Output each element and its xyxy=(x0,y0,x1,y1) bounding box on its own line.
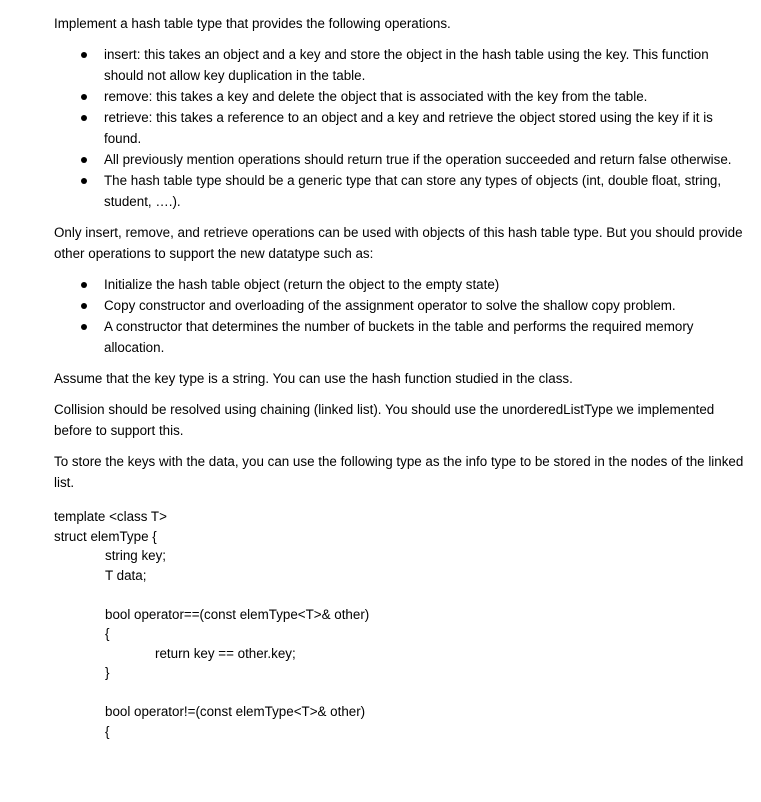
list-item: A constructor that determines the number of buckets in the table and performs the required memory allocation. xyxy=(54,316,744,358)
list-item: retrieve: this takes a reference to an object and a key and retrieve the object stored using the key if it is found. xyxy=(54,107,744,149)
code-line: { xyxy=(105,626,110,641)
intro-paragraph: Implement a hash table type that provides the following operations. xyxy=(54,16,451,31)
support-ops-list xyxy=(54,274,744,358)
list-item: remove: this takes a key and delete the object that is associated with the key from the table. xyxy=(54,86,744,107)
list-item: Copy constructor and overloading of the assignment operator to solve the shallow copy problem. xyxy=(54,295,744,316)
document-body xyxy=(54,13,744,741)
list-item: The hash table type should be a generic type that can store any types of objects (int, double float, string, student, ….). xyxy=(54,170,744,212)
code-line: T data; xyxy=(105,567,147,583)
code-line: } xyxy=(105,665,110,680)
code-line: bool operator==(const elemType<T>& other) xyxy=(105,606,370,622)
code-line: return key == other.key; xyxy=(155,645,296,661)
bullet-icon xyxy=(81,94,87,100)
store-paragraph: To store the keys with the data, you can use the following type as the info type to be stored in the nodes of the linked list. xyxy=(54,454,744,490)
bullet-icon xyxy=(81,115,87,121)
collision-paragraph: Collision should be resolved using chaining (linked list). You should use the unorderedListType we implemented before to support this. xyxy=(54,402,715,438)
code-line: struct elemType { xyxy=(54,528,157,544)
code-block xyxy=(54,507,744,741)
list-item: All previously mention operations should return true if the operation succeeded and return false otherwise. xyxy=(54,149,744,170)
only-ops-paragraph: Only insert, remove, and retrieve operations can be used with objects of this hash table type. But you should provide other operations to support the new datatype such as: xyxy=(54,225,743,261)
code-blank-line xyxy=(54,683,744,703)
bullet-icon xyxy=(81,157,87,163)
bullet-icon xyxy=(81,52,87,58)
operations-list xyxy=(54,44,744,212)
bullet-icon xyxy=(81,324,87,330)
code-line: string key; xyxy=(105,548,167,563)
code-line: bool operator!=(const elemType<T>& other) xyxy=(105,704,366,719)
bullet-icon xyxy=(81,303,87,309)
code-blank-line xyxy=(54,585,744,605)
list-item: Initialize the hash table object (return the object to the empty state) xyxy=(54,274,744,295)
bullet-icon xyxy=(81,282,87,288)
list-item: insert: this takes an object and a key and store the object in the hash table using the key. This function should not allow key duplication in the table. xyxy=(54,44,744,86)
key-type-paragraph: Assume that the key type is a string. You can use the hash function studied in the class. xyxy=(54,371,573,386)
code-line: { xyxy=(105,723,110,739)
bullet-icon xyxy=(81,178,87,184)
code-line: template <class T> xyxy=(54,509,167,524)
